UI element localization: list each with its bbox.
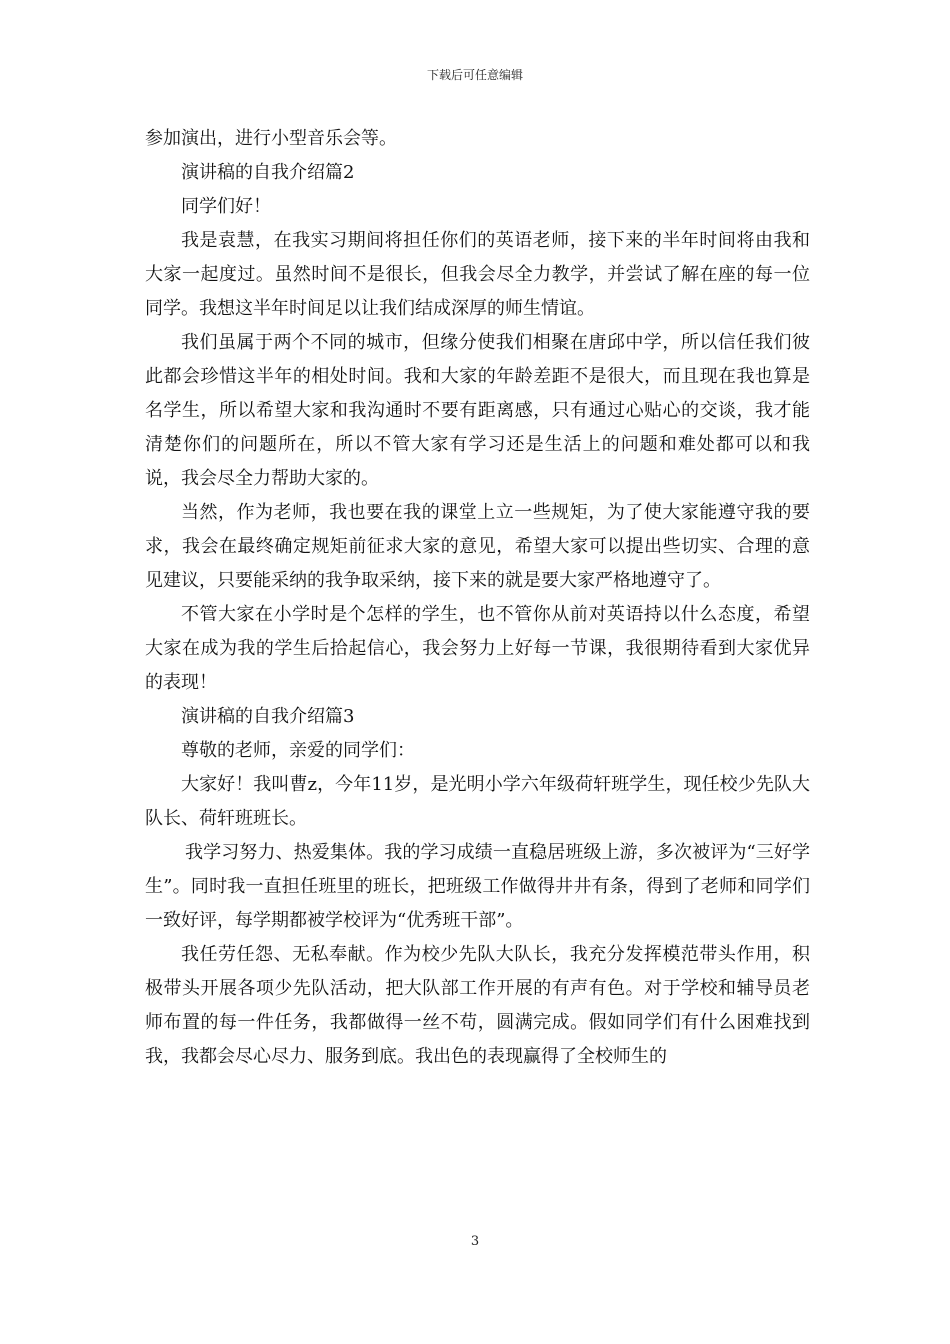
paragraph: 我学习努力、热爱集体。我的学习成绩一直稳居班级上游，多次被评为“三好学生”。同时我一直担任班里的班长，把班级工作做得井井有条，得到了老师和同学们一致好评，每学期都被学校评为“优秀班干部”。 — [145, 842, 810, 931]
paragraph: 我是袁慧，在我实习期间将担任你们的英语老师，接下来的半年时间将由我和大家一起度过。虽然时间不是很长，但我会尽全力教学，并尝试了解在座的每一位同学。我想这半年时间足以让我们结成深厚的师生情谊。 — [145, 230, 810, 319]
paragraph-continuation: 参加演出，进行小型音乐会等。 — [145, 128, 397, 149]
paragraph: 我任劳任怨、无私奉献。作为校少先队大队长，我充分发挥模范带头作用，积极带头开展各项少先队活动，把大队部工作开展的有声有色。对于学校和辅导员老师布置的每一件任务，我都做得一丝不苟，圆满完成。假如同学们有什么困难找到我，我都会尽心尽力、服务到底。我出色的表现赢得了全校师生的 — [145, 944, 810, 1067]
greeting: 同学们好！ — [181, 196, 271, 217]
paragraph: 我们虽属于两个不同的城市，但缘分使我们相聚在唐邱中学，所以信任我们彼此都会珍惜这半年的相处时间。我和大家的年龄差距不是很大，而且现在我也算是名学生，所以希望大家和我沟通时不要有距离感，只有通过心贴心的交谈，我才能清楚你们的问题所在，所以不管大家有学习还是生活上的问题和难处都可以和我说，我会尽全力帮助大家的。 — [145, 332, 810, 489]
paragraph: 大家好！我叫曹z，今年11岁，是光明小学六年级荷轩班学生，现任校少先队大队长、荷轩班班长。 — [145, 774, 810, 829]
paragraph: 不管大家在小学时是个怎样的学生，也不管你从前对英语持以什么态度，希望大家在成为我的学生后拾起信心，我会努力上好每一节课，我很期待看到大家优异的表现！ — [145, 604, 810, 693]
page-header: 下载后可任意编辑 — [426, 68, 523, 82]
section-heading-3: 演讲稿的自我介绍篇3 — [181, 706, 355, 727]
paragraph: 当然，作为老师，我也要在我的课堂上立一些规矩，为了使大家能遵守我的要求，我会在最终确定规矩前征求大家的意见，希望大家可以提出些切实、合理的意见建议，只要能采纳的我争取采纳，接下来的就是要大家严格地遵守了。 — [145, 502, 810, 591]
section-heading-2: 演讲稿的自我介绍篇2 — [181, 162, 355, 183]
page-number: 3 — [470, 1234, 480, 1249]
salutation: 尊敬的老师，亲爱的同学们： — [181, 740, 415, 761]
document-body — [145, 122, 810, 1074]
